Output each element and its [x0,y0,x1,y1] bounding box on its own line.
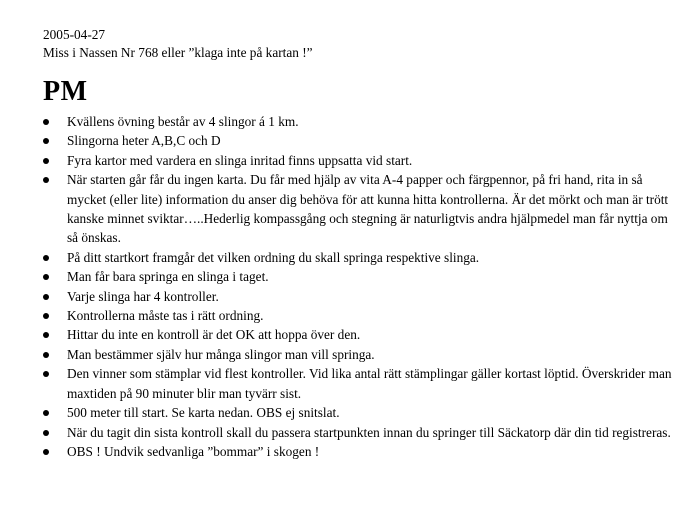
bullet-icon [43,410,49,416]
list-item [43,306,673,325]
list-item-text: Man bestämmer själv hur många slingor man vill springa. [67,346,375,362]
list-item-text: Den vinner som stämplar vid flest kontroller. Vid lika antal rätt stämplingar gäller kortast löptid. Överskrider man maxtiden på 90 minuter blir man tyvärr sist. [67,366,672,401]
bullet-icon [43,313,49,319]
list-item [43,403,673,422]
list-item [43,423,673,442]
list-item-text: Slingorna heter A,B,C och D [67,133,221,149]
list-item [43,248,673,267]
document-subtitle: Miss i Nassen Nr 768 eller ”klaga inte på kartan !” [43,45,313,60]
bullet-icon [43,430,49,436]
document-date: 2005-04-27 [43,27,106,42]
bullet-icon [43,158,49,164]
bullet-icon [43,255,49,261]
bullet-icon [43,274,49,280]
bullet-icon [43,332,49,338]
list-item [43,325,673,344]
list-item [43,442,673,461]
list-item [43,364,673,403]
list-item-text: Varje slinga har 4 kontroller. [67,288,219,304]
list-item [43,170,673,248]
bullet-icon [43,138,49,144]
bullet-icon [43,449,49,455]
bullet-icon [43,371,49,377]
bullet-icon [43,177,49,183]
list-item-text: OBS ! Undvik sedvanliga ”bommar” i skogen ! [67,443,320,459]
bullet-icon [43,352,49,358]
list-item [43,151,673,170]
bullet-list [43,112,673,461]
list-item [43,345,673,364]
document-page [43,26,673,461]
list-item-text: Man får bara springa en slinga i taget. [67,269,269,285]
list-item-text: Fyra kartor med vardera en slinga inritad finns uppsatta vid start. [67,152,413,168]
bullet-icon [43,294,49,300]
list-item-text: När starten går får du ingen karta. Du får med hjälp av vita A-4 papper och färgpennor, på fri hand, rita in så mycket (eller lite) information du anser dig behöva för att kunna hitta kontrollerna. Är det mörkt och man är trött kanske minnet sviktar…..Hederlig kompassgång och stegning är naturligtvis andra hjälpmedel man får nyttja om så önskas. [67,172,669,246]
document-title: PM [43,76,88,107]
list-item-text: Kvällens övning består av 4 slingor á 1 km. [67,114,299,129]
list-item [43,131,673,150]
list-item [43,267,673,286]
list-item [43,112,673,131]
list-item-text: 500 meter till start. Se karta nedan. OBS ej snitslat. [67,405,340,421]
list-item-text: Hittar du inte en kontroll är det OK att hoppa över den. [67,327,361,343]
list-item [43,287,673,306]
list-item-text: Kontrollerna måste tas i rätt ordning. [67,308,264,324]
list-item-text: På ditt startkort framgår det vilken ordning du skall springa respektive slinga. [67,249,480,265]
list-item-text: När du tagit din sista kontroll skall du passera startpunkten innan du springer till Säckatorp där din tid registreras. [67,424,671,440]
bullet-icon [43,119,49,125]
